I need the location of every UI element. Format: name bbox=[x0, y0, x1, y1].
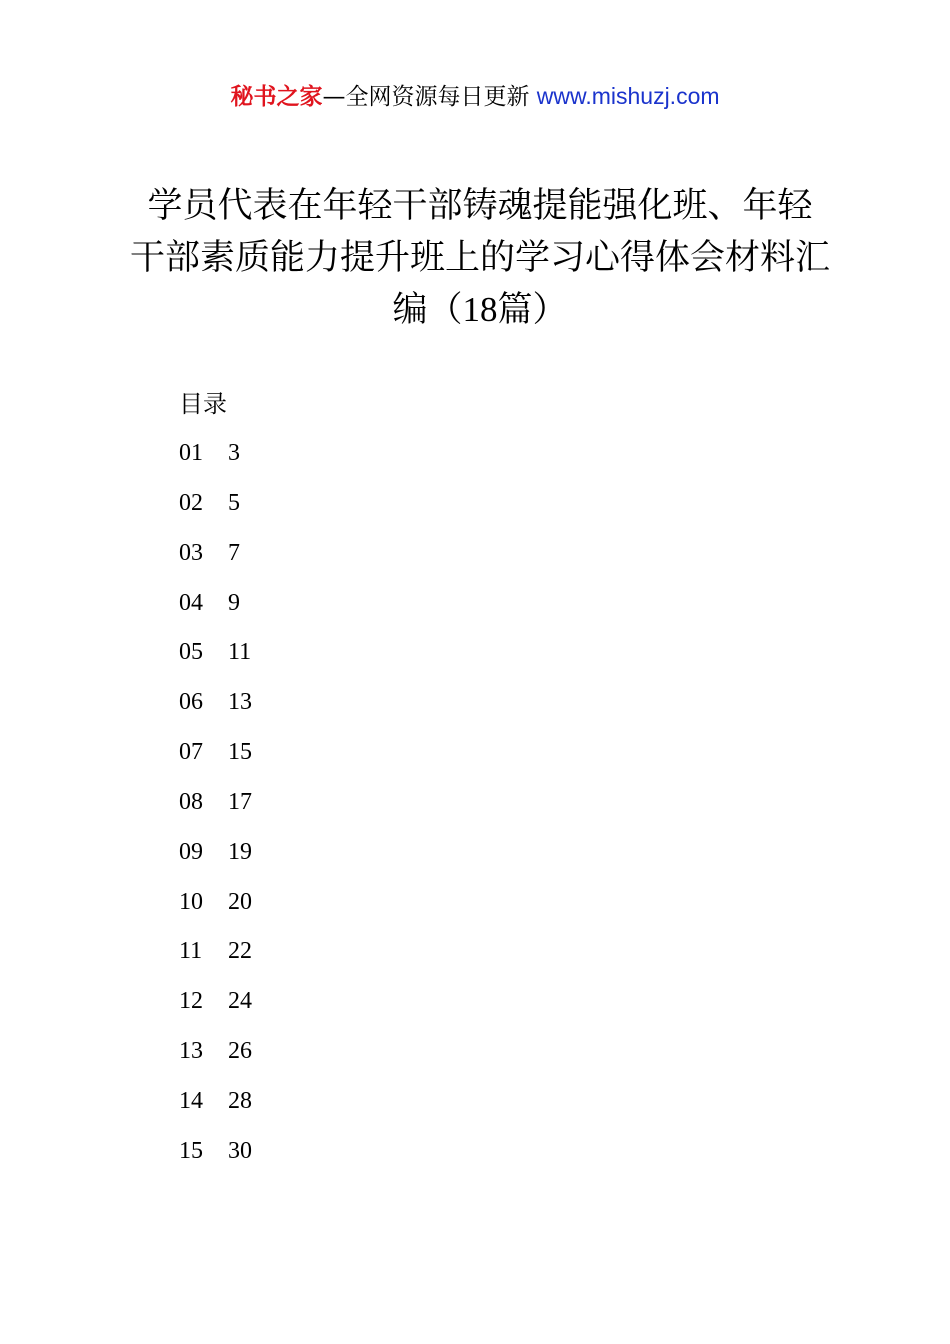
toc-entry-page: 9 bbox=[228, 589, 240, 616]
toc-entry-page: 15 bbox=[228, 739, 252, 766]
document-title bbox=[120, 180, 840, 336]
toc-entry-number: 09 bbox=[179, 838, 203, 865]
toc-entry-page: 20 bbox=[228, 888, 252, 915]
toc-entry[interactable] bbox=[179, 587, 288, 637]
toc-entry-page: 11 bbox=[228, 639, 252, 666]
toc-entry-number: 10 bbox=[179, 888, 203, 915]
title-line-3-suffix: 篇） bbox=[497, 290, 568, 330]
toc-entry-page: 19 bbox=[228, 838, 252, 865]
title-article-count: 18 bbox=[462, 290, 498, 329]
toc-entry[interactable] bbox=[179, 736, 288, 786]
toc-entry[interactable] bbox=[179, 1035, 288, 1085]
toc-entry-number: 11 bbox=[179, 938, 203, 965]
toc-entry-number: 15 bbox=[179, 1137, 203, 1164]
toc-entry[interactable] bbox=[179, 487, 288, 537]
title-line-1: 学员代表在年轻干部铸魂提能强化班、年轻 bbox=[147, 186, 813, 226]
toc-entry-page: 13 bbox=[228, 689, 252, 716]
toc-entry[interactable] bbox=[179, 537, 288, 587]
toc-entry-number: 04 bbox=[179, 589, 203, 616]
toc-list bbox=[179, 437, 288, 1185]
toc-entry-number: 08 bbox=[179, 788, 203, 815]
toc-entry-page: 22 bbox=[228, 938, 252, 965]
toc-entry-page: 17 bbox=[228, 788, 252, 815]
title-line-3 bbox=[120, 284, 840, 336]
toc-entry-page: 24 bbox=[228, 988, 252, 1015]
toc-entry-page: 30 bbox=[228, 1137, 252, 1164]
toc-entry[interactable] bbox=[179, 786, 288, 836]
toc-entry-number: 06 bbox=[179, 689, 203, 716]
toc-entry[interactable] bbox=[179, 437, 288, 487]
toc-entry-number: 14 bbox=[179, 1087, 203, 1114]
toc-entry-number: 07 bbox=[179, 739, 203, 766]
toc-entry[interactable] bbox=[179, 1135, 288, 1185]
toc-entry[interactable] bbox=[179, 836, 288, 886]
toc-entry-page: 3 bbox=[228, 440, 240, 466]
title-line-3-prefix: 编（ bbox=[392, 290, 463, 330]
toc-entry[interactable] bbox=[179, 935, 288, 985]
toc-entry[interactable] bbox=[179, 886, 288, 936]
toc-entry[interactable] bbox=[179, 1085, 288, 1135]
toc-entry-number: 03 bbox=[179, 539, 203, 566]
site-url-link[interactable]: www.mishuzj.com bbox=[536, 83, 720, 109]
toc-entry[interactable] bbox=[179, 985, 288, 1035]
header-tagline: —全网资源每日更新 bbox=[322, 84, 537, 110]
toc-entry-number: 02 bbox=[179, 489, 203, 516]
toc-entry-number: 13 bbox=[179, 1038, 203, 1065]
toc-entry-number: 12 bbox=[179, 988, 203, 1015]
toc-heading: 目录 bbox=[179, 390, 227, 418]
toc-entry-page: 26 bbox=[228, 1038, 252, 1065]
brand-name: 秘书之家 bbox=[230, 84, 323, 110]
toc-entry-number: 05 bbox=[179, 639, 203, 666]
site-header bbox=[0, 80, 950, 113]
toc-entry-page: 28 bbox=[228, 1087, 252, 1114]
toc-entry[interactable] bbox=[179, 686, 288, 736]
toc-entry[interactable] bbox=[179, 636, 288, 686]
toc-entry-page: 7 bbox=[228, 539, 240, 566]
toc-entry-number: 01 bbox=[179, 440, 203, 466]
title-line-2: 干部素质能力提升班上的学习心得体会材料汇 bbox=[129, 238, 830, 278]
toc-entry-page: 5 bbox=[228, 489, 240, 516]
